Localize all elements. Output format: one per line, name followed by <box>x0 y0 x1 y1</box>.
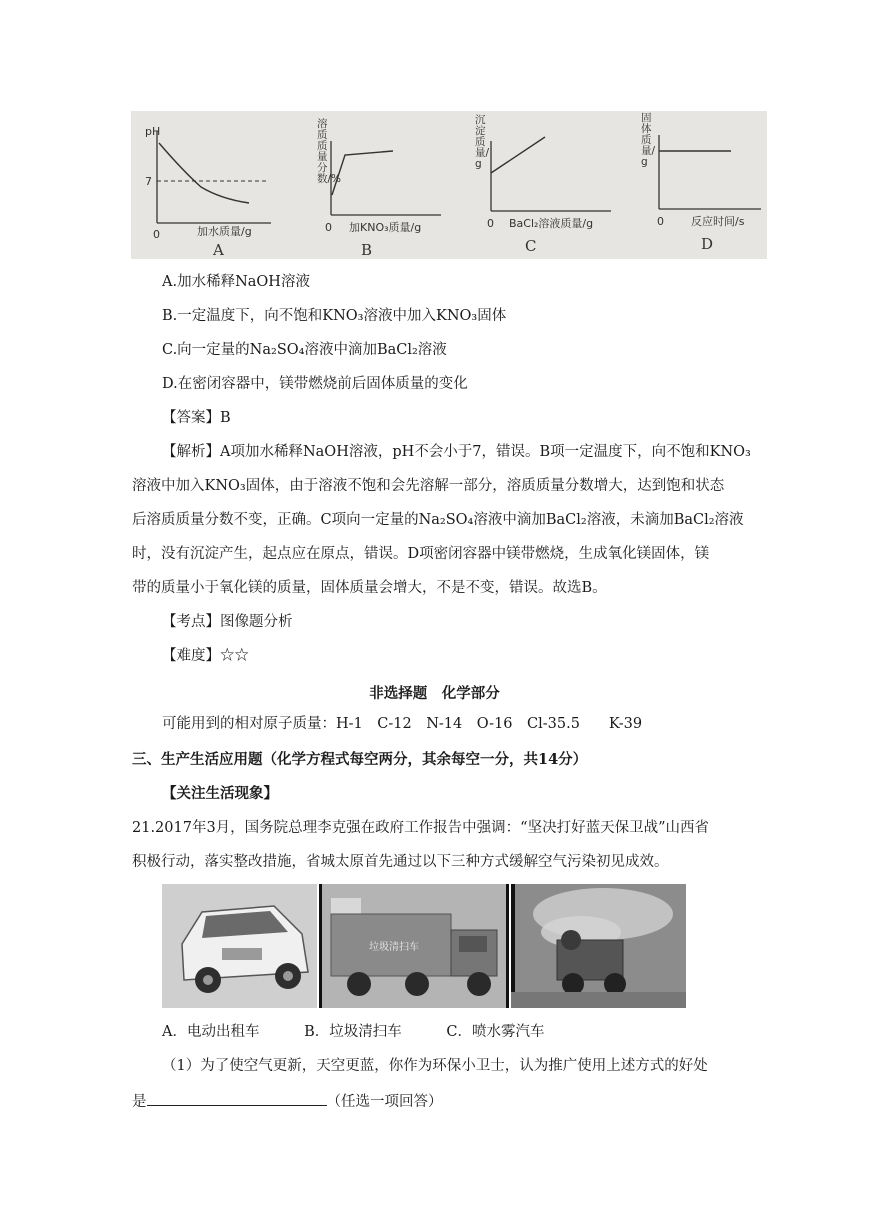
analysis-line-2: 溶液中加入KNO₃固体，由于溶液不饱和会先溶解一部分，溶质质量分数增大，达到饱和状态 <box>132 478 725 494</box>
graph-a <box>131 111 281 259</box>
answer-blank[interactable] <box>147 1090 327 1106</box>
graph-a-ylabel: pH <box>145 125 161 138</box>
atomic-masses: 可能用到的相对原子质量：H-1 C-12 N-14 O-16 Cl-35.5 K-39 <box>162 716 643 732</box>
photo-electric-taxi <box>162 884 317 1008</box>
graph-b <box>301 111 451 259</box>
option-a: A.加水稀释NaOH溶液 <box>162 274 310 290</box>
graph-d-letter: D <box>701 235 714 253</box>
graph-figure <box>131 111 767 259</box>
graph-b-ylabel: 溶质质量分数/% <box>317 118 342 185</box>
vehicle-options <box>162 1022 544 1042</box>
sub1-line-1: （1）为了使空气更新，天空更蓝，你作为环保小卫士，认为推广使用上述方式的好处 <box>162 1058 708 1074</box>
vehicle-option-b: B．垃圾清扫车 <box>304 1024 402 1040</box>
graph-a-letter: A <box>213 241 224 259</box>
graph-b-origin: 0 <box>325 221 332 234</box>
vehicle-option-a: A．电动出租车 <box>162 1024 260 1040</box>
car-icon <box>162 884 317 1008</box>
graph-b-letter: B <box>361 241 373 259</box>
q21-line-2: 积极行动，落实整改措施，省城太原首先通过以下三种方式缓解空气污染初见成效。 <box>132 854 669 870</box>
difficulty: 【难度】☆☆ <box>162 648 249 664</box>
graph-d-origin: 0 <box>657 215 664 228</box>
topic: 【考点】图像题分析 <box>162 614 293 630</box>
graph-d <box>627 111 767 259</box>
option-d: D.在密闭容器中，镁带燃烧前后固体质量的变化 <box>162 376 468 392</box>
section-title: 非选择题 化学部分 <box>369 685 500 702</box>
analysis-line-4: 时，没有沉淀产生，起点应在原点，错误。D项密闭容器中镁带燃烧，生成氧化镁固体，镁 <box>132 546 710 562</box>
graph-a-xlabel: 加水质量/g <box>197 225 252 238</box>
analysis-line-5: 带的质量小于氧化镁的质量，固体质量会增大，不是不变，错误。故选B。 <box>132 580 607 596</box>
sub1-suffix: （任选一项回答） <box>326 1094 443 1110</box>
focus-title: 【关注生活现象】 <box>162 785 278 802</box>
graph-c-letter: C <box>525 237 537 255</box>
analysis-line-1: 【解析】A项加水稀释NaOH溶液，pH不会小于7，错误。B项一定温度下，向不饱和KNO₃ <box>162 444 751 460</box>
graph-c-xlabel: BaCl₂溶液质量/g <box>509 217 594 230</box>
graph-c-ylabel: 沉淀质量/g <box>475 114 490 170</box>
photo-garbage-sweeper <box>319 884 509 1008</box>
answer: 【答案】B <box>162 410 231 426</box>
analysis-line-3: 后溶质质量分数不变，正确。C项向一定量的Na₂SO₄溶液中滴加BaCl₂溶液，未滴加BaCl₂溶液 <box>132 512 744 528</box>
q21-line-1: 21.2017年3月，国务院总理李克强在政府工作报告中强调：“坚决打好蓝天保卫战”山西省 <box>132 820 710 836</box>
graph-d-ylabel: 固体质量/g <box>641 112 656 168</box>
graph-b-xlabel: 加KNO₃质量/g <box>349 221 422 234</box>
graph-c-origin: 0 <box>487 217 494 230</box>
graph-a-origin: 0 <box>153 228 160 241</box>
sub1-prefix: 是 <box>132 1094 147 1110</box>
sub1-line-2 <box>132 1090 443 1112</box>
graph-a-ref: 7 <box>145 175 152 188</box>
option-c: C.向一定量的Na₂SO₄溶液中滴加BaCl₂溶液 <box>162 342 447 358</box>
vehicle-option-c: C．喷水雾汽车 <box>446 1024 545 1040</box>
graph-c <box>461 111 621 259</box>
photo-water-mist-truck <box>511 884 686 1008</box>
graph-d-xlabel: 反应时间/s <box>691 215 745 228</box>
mist-truck-icon <box>511 884 686 1008</box>
option-b: B.一定温度下，向不饱和KNO₃溶液中加入KNO₃固体 <box>162 308 507 324</box>
part3-title: 三、生产生活应用题（化学方程式每空两分，其余每空一分，共14分） <box>132 751 588 768</box>
truck-sign: 垃圾清扫车 <box>369 942 419 953</box>
